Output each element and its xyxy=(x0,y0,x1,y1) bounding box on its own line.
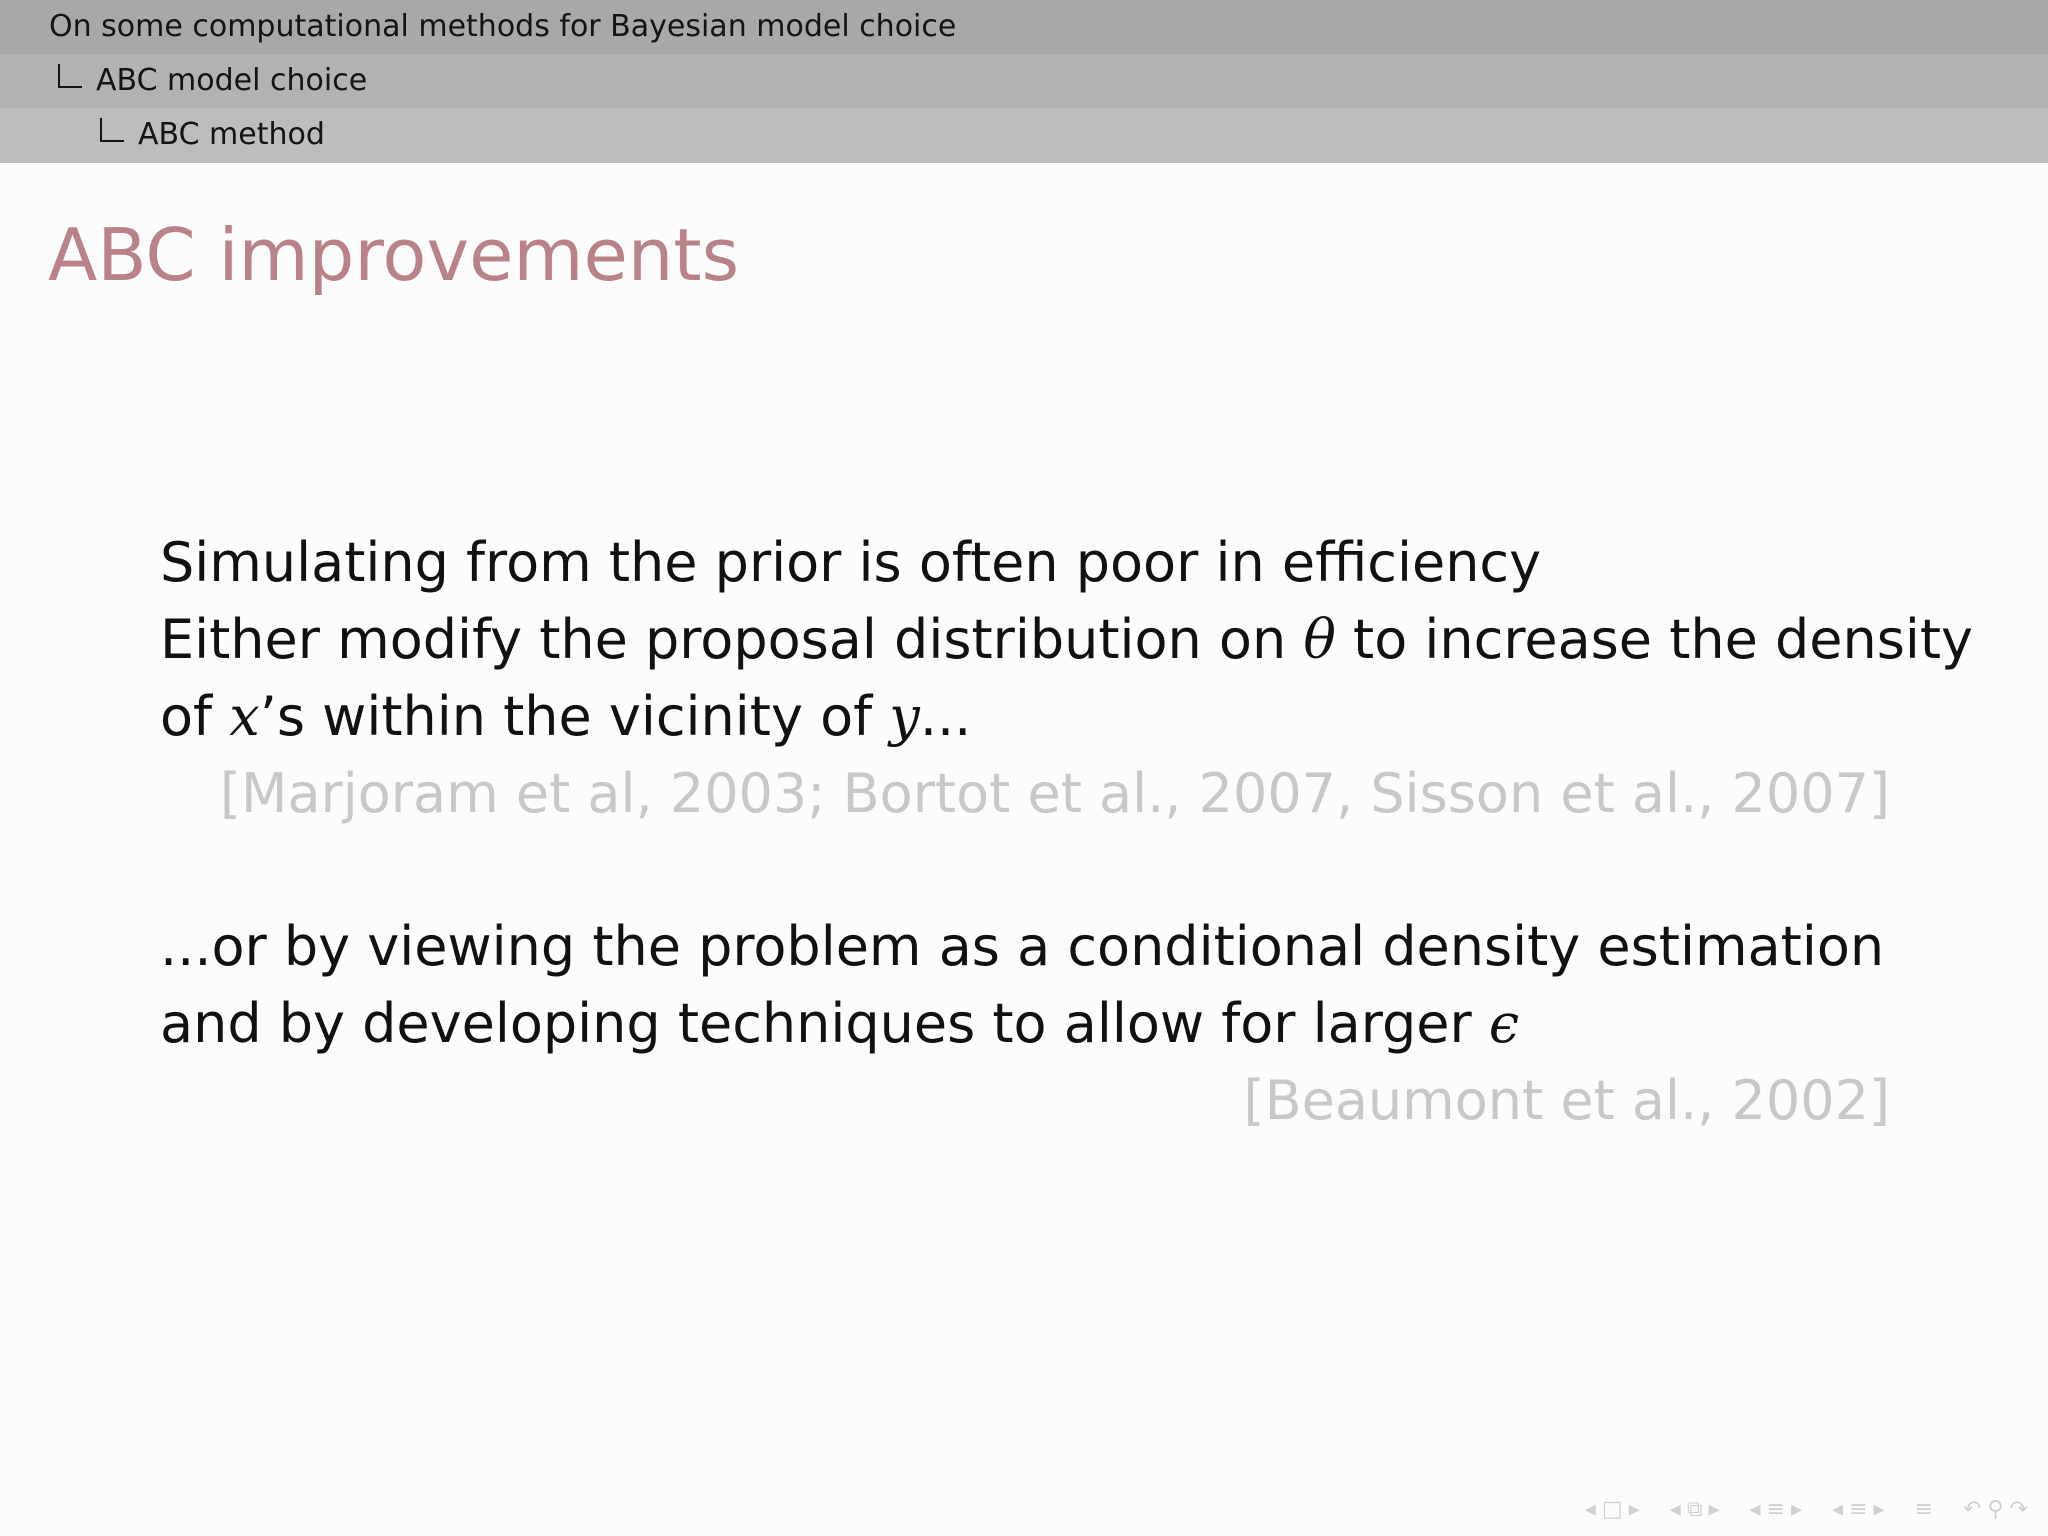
math-epsilon: ϵ xyxy=(1488,992,1520,1055)
part-nav xyxy=(1832,1497,1885,1522)
tree-corner-icon xyxy=(58,64,82,88)
next-part-arrow-icon[interactable]: ▸ xyxy=(1873,1497,1885,1522)
body-text: ’s within the vicinity of xyxy=(259,685,890,748)
body-text: and by developing techniques to allow for larger xyxy=(160,992,1489,1055)
section-icon[interactable]: ≡ xyxy=(1766,1497,1785,1522)
body-line xyxy=(160,908,1890,985)
next-frame-arrow-icon[interactable]: ▸ xyxy=(1628,1497,1640,1522)
toc-nav xyxy=(1915,1497,1933,1522)
math-y: y xyxy=(889,685,920,748)
header-subsection-bar xyxy=(0,108,2048,163)
toc-icon[interactable]: ≡ xyxy=(1914,1497,1933,1522)
body-text: to increase the density xyxy=(1335,608,1973,671)
prev-section-arrow-icon[interactable]: ◂ xyxy=(1749,1497,1761,1522)
navigation-symbols xyxy=(1585,1497,2028,1522)
body-line xyxy=(160,678,1890,755)
frame-title: ABC improvements xyxy=(48,213,740,297)
subsection-nav xyxy=(1670,1497,1720,1522)
citation: [Marjoram et al, 2003; Bortot et al., 2007, Sisson et al., 2007] xyxy=(219,762,1890,825)
frame-icon[interactable]: □ xyxy=(1601,1497,1623,1522)
body-line xyxy=(160,601,1973,678)
header-presentation-bar xyxy=(0,0,2048,54)
back-icon[interactable]: ↶ xyxy=(1963,1497,1982,1522)
spacer xyxy=(160,832,1890,908)
prev-subsection-arrow-icon[interactable]: ◂ xyxy=(1669,1497,1681,1522)
part-icon[interactable]: ≡ xyxy=(1849,1497,1868,1522)
subsection-title[interactable]: ABC method xyxy=(138,117,325,152)
citation: [Beaumont et al., 2002] xyxy=(1243,1069,1890,1132)
header-section-bar xyxy=(0,54,2048,108)
slide-body xyxy=(160,524,1973,1139)
body-line xyxy=(160,524,1890,601)
math-x: x xyxy=(229,685,260,748)
body-text: Either modify the proposal distribution on xyxy=(160,608,1304,671)
tree-corner-icon xyxy=(100,118,124,142)
body-text: ... xyxy=(919,685,972,748)
body-text: ...or by viewing the problem as a conditional density estimation xyxy=(160,915,1885,978)
subsection-icon[interactable]: ⧉ xyxy=(1686,1497,1703,1522)
body-text: of xyxy=(160,685,230,748)
frame-nav xyxy=(1585,1497,1640,1522)
body-line xyxy=(160,985,1890,1062)
history-nav xyxy=(1963,1497,2028,1522)
math-theta: θ xyxy=(1303,608,1336,671)
search-icon[interactable]: ⚲ xyxy=(1987,1497,2004,1522)
presentation-title[interactable]: On some computational methods for Bayesian model choice xyxy=(49,9,957,44)
next-section-arrow-icon[interactable]: ▸ xyxy=(1790,1497,1803,1522)
forward-icon[interactable]: ↷ xyxy=(2009,1497,2028,1522)
section-nav xyxy=(1750,1497,1803,1522)
section-title[interactable]: ABC model choice xyxy=(96,63,368,98)
prev-part-arrow-icon[interactable]: ◂ xyxy=(1832,1497,1844,1522)
prev-frame-arrow-icon[interactable]: ◂ xyxy=(1584,1497,1596,1522)
next-subsection-arrow-icon[interactable]: ▸ xyxy=(1708,1497,1720,1522)
body-text: Simulating from the prior is often poor in efficiency xyxy=(160,531,1542,594)
